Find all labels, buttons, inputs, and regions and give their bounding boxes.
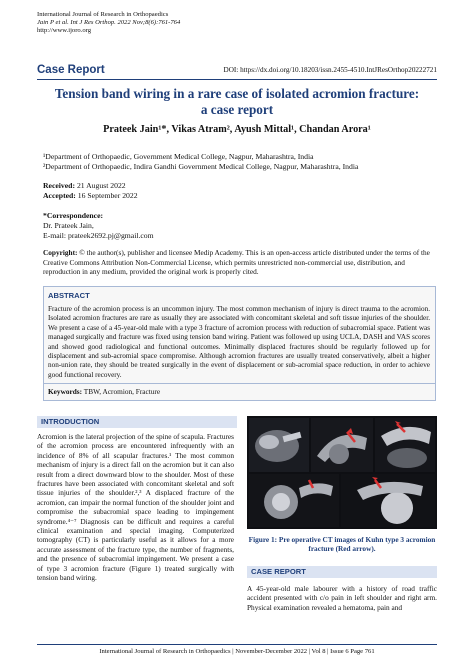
journal-citation: Jain P et al. Int J Res Orthop. 2022 Nov;8(6):761-764 (37, 19, 181, 26)
title-line-2: a case report (200, 102, 274, 117)
ct-figure (247, 416, 437, 529)
page-footer: International Journal of Research in Orthopaedics | November-December 2022 | Vol 8 | Issue 6 Page 761 (99, 648, 375, 655)
figure-caption: Figure 1: Pre operative CT images of Kuhn type 3 acromion fracture (Red arrow). (248, 535, 436, 554)
footer-divider (37, 644, 437, 645)
accepted-date (43, 191, 138, 201)
received-value: 21 August 2022 (76, 181, 126, 190)
case-report-body: A 45-year-old male labourer with a history of road traffic accident presented with c/o pain in left shoulder and right arm. Physical examination revealed a hematoma, pain and (247, 584, 437, 612)
ct-panel-1 (249, 418, 309, 472)
journal-header (37, 11, 180, 35)
introduction-body: Acromion is the lateral projection of the spine of scapula. Fractures of the acromion process are encountered infrequently with an incidence of 8% of all scapular fractures.¹ The most common mechanism of injury is a direct fall on the acromion but it can also result from a direct downward blow to the shoulder. Most of these fractures have been associated with concomitant skeletal and soft tissue injuries of the shoulder.²,³ A displaced fracture of the acromion, can impair the normal function of the shoulder joint and compromise the subacromial space leading to impingement syndrome.⁴⁻⁷ Diagnosis can be difficult and requires a careful clinical examination and special imaging. Computerized tomography (CT) is particularly useful as it allows for a more accurate assessment of the fracture type, the number of fragments, and the presence of subacromial impingement. We present a case of type 3 acromion fracture (Figure 1) treated surgically with tension band wiring. (37, 432, 234, 583)
journal-name: International Journal of Research in Orthopaedics (37, 11, 169, 18)
keywords-label: Keywords: (48, 387, 83, 396)
author-list: Prateek Jain¹*, Vikas Atram², Ayush Mittal¹, Chandan Arora¹ (103, 124, 371, 135)
introduction-heading: INTRODUCTION (41, 417, 100, 426)
correspondence-name: Dr. Prateek Jain, (43, 221, 94, 230)
article-dates (43, 181, 138, 201)
ct-panel-4 (249, 474, 339, 527)
affiliation-1: ¹Department of Orthopaedic, Government Medical College, Nagpur, Maharashtra, India (43, 152, 314, 161)
ct-panel-3 (375, 418, 435, 472)
received-label: Received: (43, 181, 76, 190)
affiliation-2: ²Department of Orthopaedic, Indira Gandhi Government Medical College, Nagpur, Maharashtra, India (43, 162, 359, 171)
copyright-notice (43, 248, 434, 277)
correspondence (43, 211, 154, 241)
article-title (40, 86, 434, 118)
received-date (43, 181, 138, 191)
correspondence-email[interactable]: E-mail: prateek2692.pj@gmail.com (43, 231, 154, 240)
section-label: Case Report (37, 64, 105, 76)
accepted-value: 16 September 2022 (77, 191, 138, 200)
case-report-heading: CASE REPORT (251, 567, 306, 576)
keywords-text: TBW, Acromion, Fracture (83, 387, 161, 396)
copyright-text: © the author(s), publisher and licensee Medip Academy. This is an open-access article distributed under the terms of the Creative Commons Attribution Non-Commercial License, which permits unrestricted non-commercial use, distribution, and reproduction in any medium, provided the original work is properly cited. (43, 248, 430, 277)
ct-panel-2 (311, 418, 373, 472)
copyright-label: Copyright: (43, 248, 78, 257)
correspondence-label: *Correspondence: (43, 211, 104, 220)
accepted-label: Accepted: (43, 191, 76, 200)
ct-panel-5 (341, 474, 435, 527)
affiliations (43, 152, 358, 172)
keywords (48, 387, 160, 396)
ct-images (247, 416, 437, 529)
journal-url[interactable]: http://www.ijoro.org (37, 27, 92, 34)
header-divider (37, 79, 437, 80)
abstract-body: Fracture of the acromion process is an uncommon injury. The most common mechanism of injury is direct trauma to the acromion. Isolated acromion fractures are rare as usually they are associated with concomitant skeletal and soft tissue injuries of the shoulder. We present a case of a 45-year-old male with a type 3 fracture of acromion process with reduction of subacromial space. Patient was managed surgically and fracture was fixed using tension band wiring. Patient was followed up using UCLA, DASH and VAS scores and showed good radiological and functional outcomes. Minimally displaced fractures should be regularly followed up for displacement and sub-acromial space compromise. Although acromion fractures are usually treated conservatively, albeit a higher non-union rate, they should be treated surgically in the event of displacement or sub-acromial space reduction, in order to achieve good functional recovery. (48, 305, 430, 379)
abstract-heading: ABSTRACT (48, 291, 90, 300)
title-line-1: Tension band wiring in a rare case of isolated acromion fracture: (54, 86, 420, 101)
doi-link[interactable]: DOI: https://dx.doi.org/10.18203/issn.2455-4510.IntJResOrthop20222721 (223, 66, 437, 74)
